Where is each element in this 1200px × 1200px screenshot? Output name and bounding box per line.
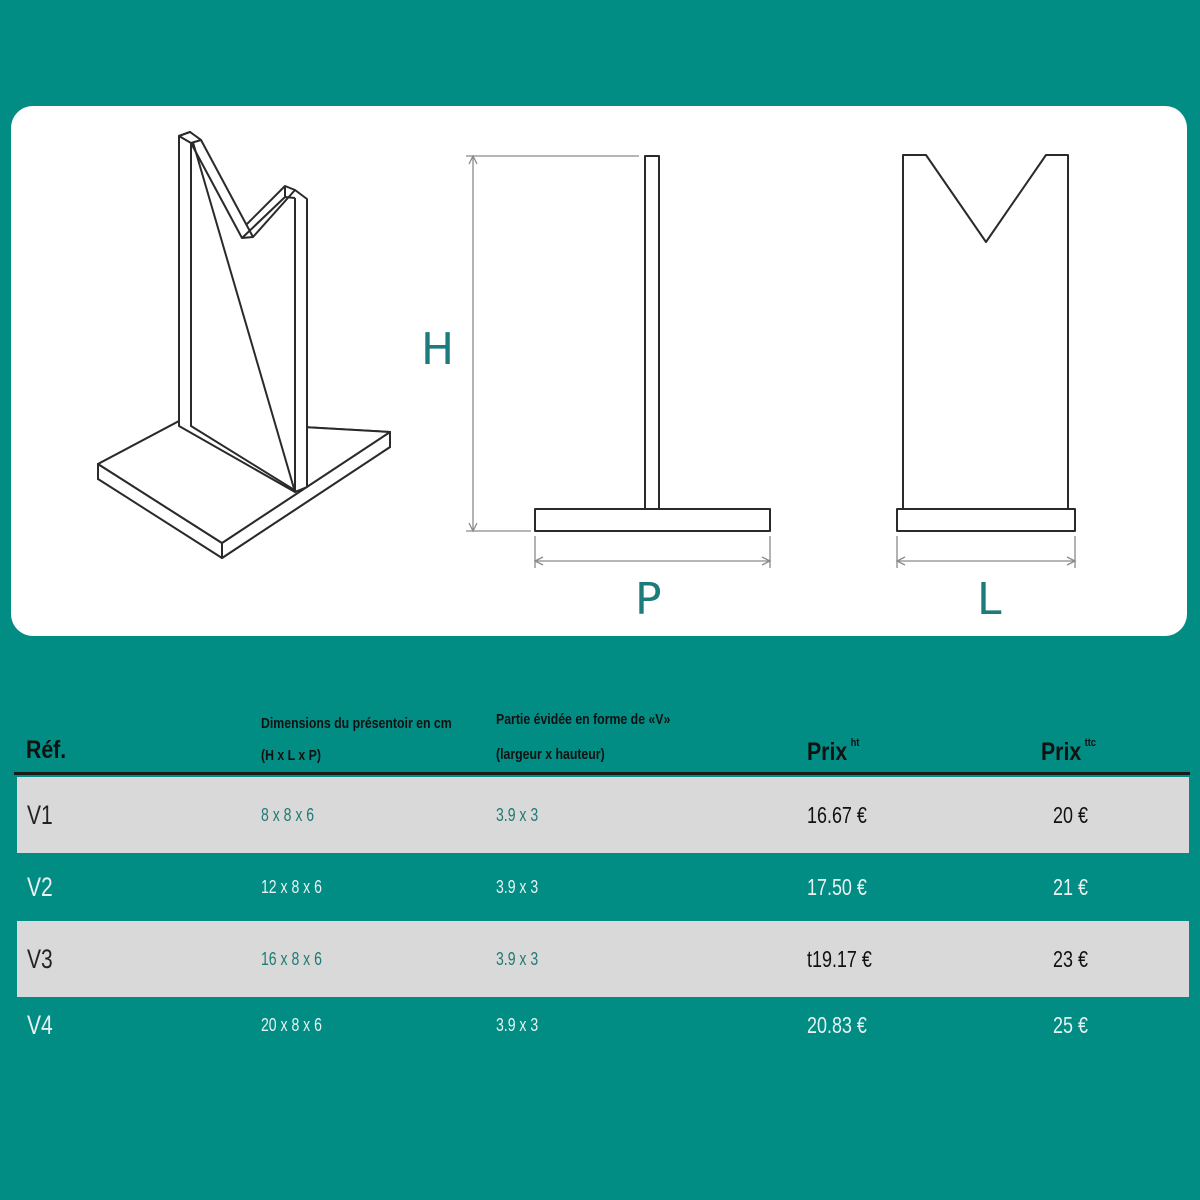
row-price-ttc: 21 € bbox=[1053, 873, 1088, 900]
row-price-ht: 20.83 € bbox=[807, 1011, 867, 1038]
row-v-part: 3.9 x 3 bbox=[496, 805, 539, 825]
header-dimensions-line1: Dimensions du présentoir en cm bbox=[261, 715, 452, 732]
row-price-ht: 16.67 € bbox=[807, 801, 867, 828]
row-price-ttc: 23 € bbox=[1053, 945, 1088, 972]
diagram-panel bbox=[11, 106, 1187, 636]
row-v-part: 3.9 x 3 bbox=[496, 949, 539, 969]
row-dimensions: 16 x 8 x 6 bbox=[261, 949, 322, 969]
table-row bbox=[17, 777, 1189, 853]
row-price-ttc: 25 € bbox=[1053, 1011, 1088, 1038]
header-ref: Réf. bbox=[26, 736, 67, 764]
height-label: H bbox=[421, 324, 455, 375]
header-divider bbox=[14, 772, 1190, 775]
table-row bbox=[17, 921, 1189, 997]
row-ref: V2 bbox=[27, 871, 53, 902]
row-dimensions: 20 x 8 x 6 bbox=[261, 1015, 322, 1035]
row-ref: V1 bbox=[27, 799, 53, 830]
depth-label: P bbox=[635, 574, 662, 625]
row-dimensions: 8 x 8 x 6 bbox=[261, 805, 315, 825]
header-v-line2: (largeur x hauteur) bbox=[496, 746, 605, 763]
table-row bbox=[17, 987, 1189, 1063]
stand-isometric-icon bbox=[98, 132, 390, 558]
header-v-line1: Partie évidée en forme de «V» bbox=[496, 711, 671, 728]
header-price-ht: Prix $^{ht}$ bbox=[807, 737, 860, 766]
width-label: L bbox=[977, 574, 1002, 625]
table-row bbox=[17, 849, 1189, 925]
header-dimensions-line2: (H x L x P) bbox=[261, 747, 321, 764]
row-ref: V3 bbox=[27, 943, 53, 974]
row-price-ht: 17.50 € bbox=[807, 873, 867, 900]
diagram-drawing bbox=[11, 106, 1187, 636]
row-v-part: 3.9 x 3 bbox=[496, 877, 539, 897]
row-price-ht: t19.17 € bbox=[807, 945, 872, 972]
row-ref: V4 bbox=[27, 1009, 53, 1040]
table-header bbox=[0, 690, 1200, 772]
stand-side-view-icon bbox=[535, 156, 770, 531]
stand-front-view-icon bbox=[897, 155, 1075, 531]
row-price-ttc: 20 € bbox=[1053, 801, 1088, 828]
row-v-part: 3.9 x 3 bbox=[496, 1015, 539, 1035]
row-dimensions: 12 x 8 x 6 bbox=[261, 877, 322, 897]
header-price-ttc: Prix $^{ttc}$ bbox=[1041, 737, 1097, 766]
